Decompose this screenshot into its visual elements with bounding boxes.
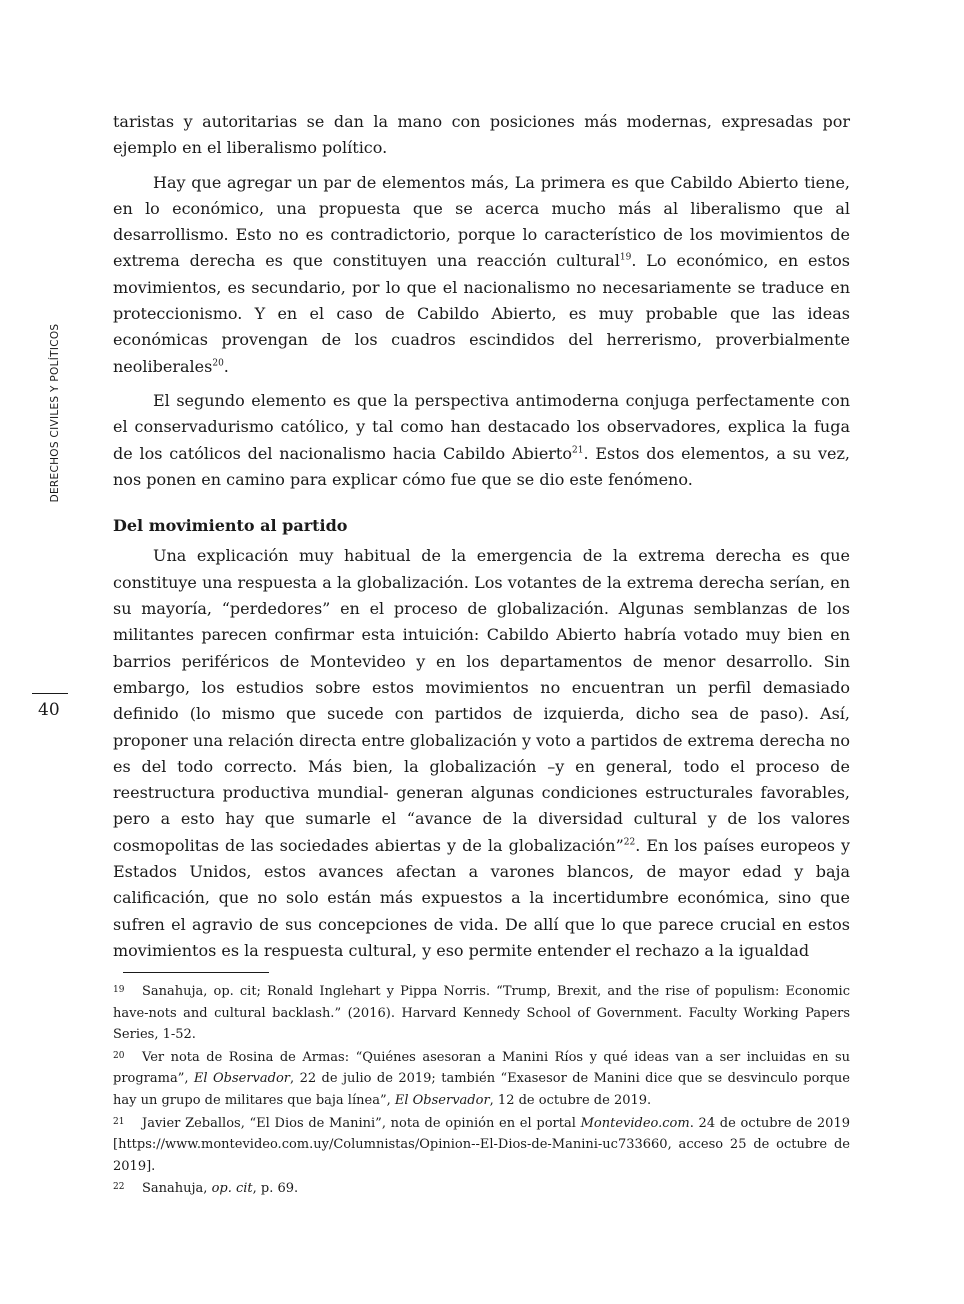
footnote-ref-21[interactable]: 21 <box>572 445 584 456</box>
footnote-text: , 22 de julio de 2019; también “Exasesor de Manini dice que se desvinculo porque hay un grupo de militares que baja línea”, <box>113 1071 850 1108</box>
footnote-ref-19[interactable]: 19 <box>619 253 632 264</box>
footnote-source-title: Montevideo.com <box>580 1115 690 1131</box>
footnote-source-title: op. cit <box>211 1181 253 1197</box>
paragraph-1 <box>113 109 850 162</box>
main-text <box>113 109 850 972</box>
footnote-text: Sanahuja, <box>142 1181 212 1197</box>
page-number: 40 <box>38 700 60 720</box>
footnote-ref-22[interactable]: 22 <box>623 837 636 848</box>
paragraph-1-text: taristas y autoritarias se dan la mano con posiciones más modernas, expresadas por ejemplo en el liberalismo político. <box>113 112 850 158</box>
paragraph-4-text-a: Una explicación muy habitual de la emergencia de la extrema derecha es que constituye una respuesta a la globalización. Los votantes de la extrema derecha serían, en su mayoría, “perdedores” en el proceso de globalización. Algunas semblanzas de los militantes parecen confirmar esta intuición: Cabildo Abierto habría votado muy bien en barrios periféricos de Montevideo y en los departamentos de menor desarrollo. Sin embargo, los estudios sobre estos movimientos no encuentran un perfil demasiado definido (lo mismo que sucede con partidos de izquierda, dicho sea de paso). Así, proponer una relación directa entre globalización y voto a partidos de extrema derecha no es del todo correcto. Más bien, la globalización –y en general, todo el proceso de reestructura productiva mundial- generan algunas condiciones estructurales favorables, pero a esto hay que sumarle el “avance de la diversidad cultural y de los valores cosmopolitas de las sociedades abiertas y de la globalización” <box>113 546 850 855</box>
footnote-separator <box>123 972 269 973</box>
running-head: DERECHOS CIVILES Y POLÍTICOS <box>49 323 61 503</box>
paragraph-3-text-b: . Estos dos elementos, a su vez, nos ponen en camino para explicar cómo fue que se dio este fenómeno. <box>113 443 850 489</box>
footnote-number: 22 <box>113 1182 125 1193</box>
paragraph-4 <box>113 543 850 964</box>
footnote-text: Javier Zeballos, “El Dios de Manini”, nota de opinión en el portal <box>142 1115 581 1131</box>
paragraph-3-text-a: El segundo elemento es que la perspectiva antimoderna conjuga perfectamente con el conservadurismo católico, y tal como han destacado los observadores, explica la fuga de los católicos del nacionalismo hacia Cabildo Abierto <box>113 390 850 463</box>
footnote-source-title: El Observador <box>394 1092 490 1108</box>
footnote-source-title: El Observador <box>193 1071 291 1087</box>
footnote-text: , p. 69. <box>252 1181 299 1197</box>
footnote-21 <box>113 1112 850 1178</box>
paragraph-4-text-b: . En los países europeos y Estados Unidos, estos avances afectan a varones blancos, de mayor edad y baja calificación, que no solo están más expuestos a la incertidumbre económica, sino que sufren el agravio de sus concepciones de vida. De allí que lo que parece crucial en estos movimientos es la respuesta cultural, y eso permite entender el rechazo a la igualdad <box>113 835 850 960</box>
footnotes <box>113 980 850 1200</box>
footnote-text: . 24 de octubre de 2019 [https://www.montevideo.com.uy/Columnistas/Opinion--El-Dios-de-Manini-uc733660, acceso 25 de octubre de 2019]. <box>113 1115 850 1174</box>
section-heading: Del movimiento al partido <box>113 516 348 536</box>
page-number-rule <box>32 693 68 694</box>
footnote-text: , 12 de octubre de 2019. <box>489 1092 652 1108</box>
footnote-19 <box>113 980 850 1046</box>
footnote-20 <box>113 1046 850 1112</box>
footnote-22 <box>113 1177 850 1200</box>
footnote-text: Sanahuja, op. cit; Ronald Inglehart y Pippa Norris. “Trump, Brexit, and the rise of populism: Economic have-nots and cultural backlash.” (2016). Harvard Kennedy School of Government. Faculty Working Papers Series, 1-52. <box>113 984 850 1043</box>
paragraph-2-text-b: . Lo económico, en estos movimientos, es secundario, por lo que el nacionalismo no necesariamente se traduce en proteccionismo. Y en el caso de Cabildo Abierto, es muy probable que las ideas económicas provengan de los cuadros escindidos del herrerismo, proverbialmente neoliberales <box>113 251 850 376</box>
footnote-text: Ver nota de Rosina de Armas: “Quiénes asesoran a Manini Ríos y qué ideas van a ser incluidas en su programa”, <box>113 1049 850 1087</box>
paragraph-2-text-a: Hay que agregar un par de elementos más, La primera es que Cabildo Abierto tiene, en lo económico, una propuesta que se acerca mucho más al liberalismo que al desarrollismo. Esto no es contradictorio, porque lo característico de los movimientos de extrema derecha es que constituyen una reacción cultural <box>113 172 850 271</box>
paragraph-2-text-c: . <box>223 356 229 376</box>
paragraph-3 <box>113 388 850 493</box>
footnote-number: 21 <box>113 1116 125 1127</box>
footnote-number: 20 <box>113 1050 125 1061</box>
footnote-number: 19 <box>113 985 125 995</box>
footnote-ref-20[interactable]: 20 <box>212 358 224 369</box>
paragraph-2 <box>113 170 850 380</box>
